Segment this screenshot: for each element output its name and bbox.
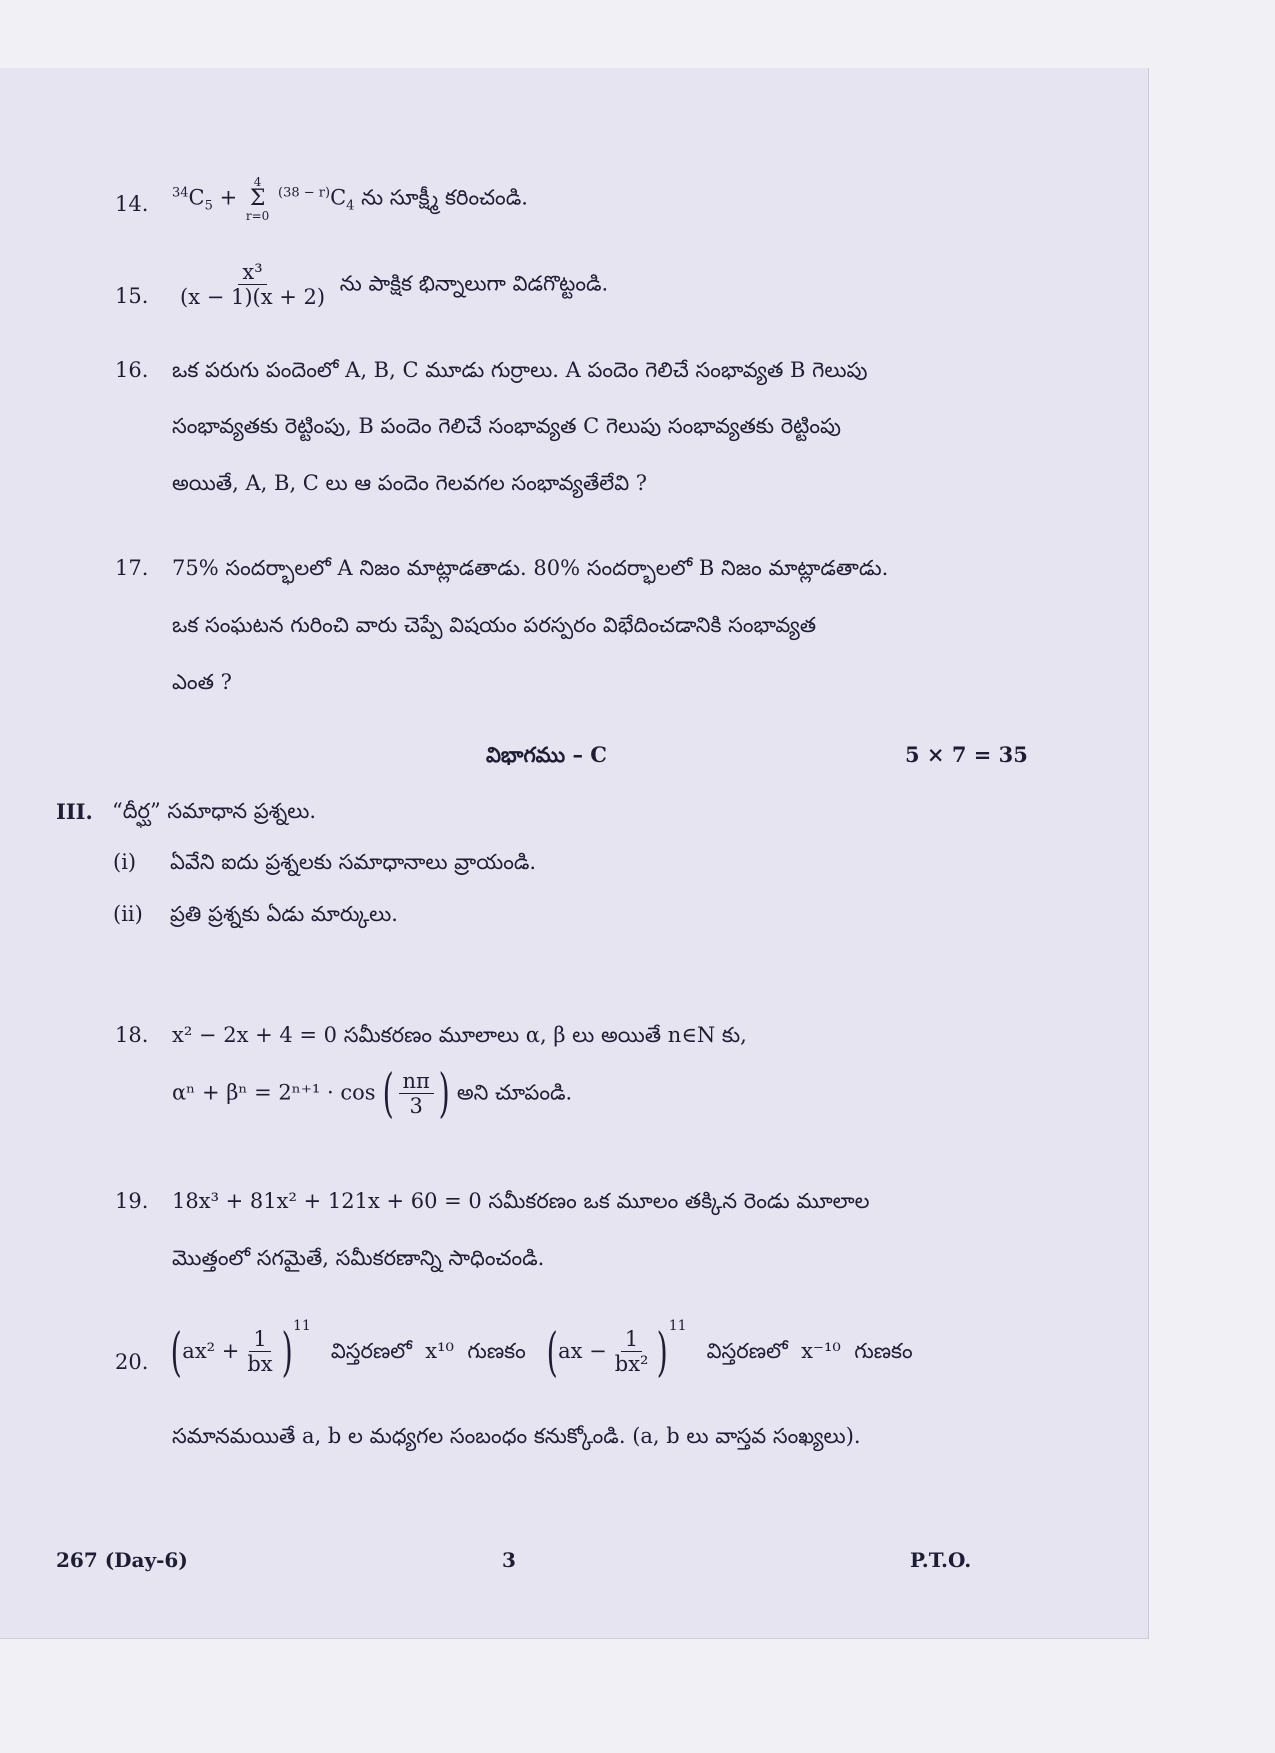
section-roman-numeral: III. xyxy=(56,799,93,824)
q15-fraction: $\frac{\text{x³}}{(x - 1)(x + 2)}$ xyxy=(180,260,326,310)
paper-code: 267 (Day-6) xyxy=(56,1548,188,1572)
question-19-line-1: 18x³ + 81x² + 121x + 60 = 0 సమీకరణం ఒక మూలం తక్కిన రెండు మూలాల xyxy=(172,1189,870,1213)
instruction-i-label: (i) xyxy=(113,850,137,874)
question-15 xyxy=(172,260,608,310)
question-15-number: 15. xyxy=(115,284,149,308)
instruction-ii-text: ప్రతి ప్రశ్నకు ఏడు మార్కులు. xyxy=(170,902,398,926)
section-heading: “దీర్ఘ” సమాధాన ప్రశ్నలు. xyxy=(112,799,317,823)
question-15-text: ను పాక్షిక భిన్నాలుగా విడగొట్టండి. xyxy=(339,271,609,296)
instruction-ii-label: (ii) xyxy=(113,902,143,926)
pto-label: P.T.O. xyxy=(910,1548,972,1572)
question-17-number: 17. xyxy=(115,556,149,580)
question-14-text: ను సూక్ష్మీ కరించండి. xyxy=(361,185,528,210)
question-20-line-2: సమానమయితే a, b ల మధ్యగల సంబంధం కనుక్కోండి. (a, b లు వాస్తవ సంఖ్యలు). xyxy=(172,1424,861,1448)
question-20-line-1: (ax² + $\frac{1}{bx}$ )$^{11}$ విస్తరణలో x¹⁰ గుణకం (ax − $\frac{1}{\text{bx²}}$ )$^{11}$ విస్తరణలో x⁻¹⁰ గుణకం xyxy=(170,1318,913,1383)
question-20-number: 20. xyxy=(115,1350,149,1374)
question-19-line-2: మొత్తంలో సగమైతే, సమీకరణాన్ని సాధించండి. xyxy=(172,1246,545,1270)
question-18-text: అని చూపండి. xyxy=(456,1080,573,1105)
q18-fraction: $\frac{n\pi}{3}$ xyxy=(399,1069,434,1119)
question-16-line-2: సంభావ్యతకు రెట్టింపు, B పందెం గెలిచే సంభావ్యత C గెలుపు సంభావ్యతకు రెట్టింపు xyxy=(172,414,841,438)
question-17-line-1: 75% సందర్భాలలో A నిజం మాట్లాడతాడు. 80% సందర్భాలలో B నిజం మాట్లాడతాడు. xyxy=(172,556,889,580)
question-18-number: 18. xyxy=(115,1023,149,1047)
question-14: $^{34}C_5$ + 4 Σ r=0 $^{(38 - r)}C_4$ ను సూక్ష్మీ కరించండి. xyxy=(172,175,528,223)
question-17-line-3: ఎంత ? xyxy=(172,670,232,694)
q20-fraction-2: $\frac{1}{\text{bx²}}$ xyxy=(614,1327,649,1377)
question-14-number: 14. xyxy=(115,192,149,216)
question-16-line-3: అయితే, A, B, C లు ఆ పందెం గెలవగల సంభావ్యతేలేవి ? xyxy=(172,471,648,495)
q20-fraction-1: $\frac{1}{bx}$ xyxy=(247,1327,273,1377)
question-16-line-1: ఒక పరుగు పందెంలో A, B, C మూడు గుర్రాలు. A పందెం గెలిచే సంభావ్యత B గెలుపు xyxy=(172,358,868,382)
summation-symbol: 4 Σ r=0 xyxy=(245,175,270,223)
page-number: 3 xyxy=(502,1548,516,1572)
question-16-number: 16. xyxy=(115,358,149,382)
question-19-number: 19. xyxy=(115,1189,149,1213)
section-marks: 5 × 7 = 35 xyxy=(905,742,1028,767)
question-17-line-2: ఒక సంఘటన గురించి వారు చెప్పే విషయం పరస్పరం విభేదించడానికి సంభావ్యత xyxy=(172,613,817,637)
exam-page xyxy=(0,68,1149,1639)
instruction-i-text: ఏవేని ఐదు ప్రశ్నలకు సమాధానాలు వ్రాయండి. xyxy=(170,850,537,874)
section-title: విభాగము – C xyxy=(486,742,608,767)
question-18-line-2: αⁿ + βⁿ = 2ⁿ⁺¹ · cos ( $\frac{n\pi}{3}$ ) అని చూపండి. xyxy=(172,1064,573,1124)
question-18-line-1: x² − 2x + 4 = 0 సమీకరణం మూలాలు α, β లు అయితే n∈N కు, xyxy=(172,1023,747,1047)
q14-superscript: 34 xyxy=(172,185,189,201)
